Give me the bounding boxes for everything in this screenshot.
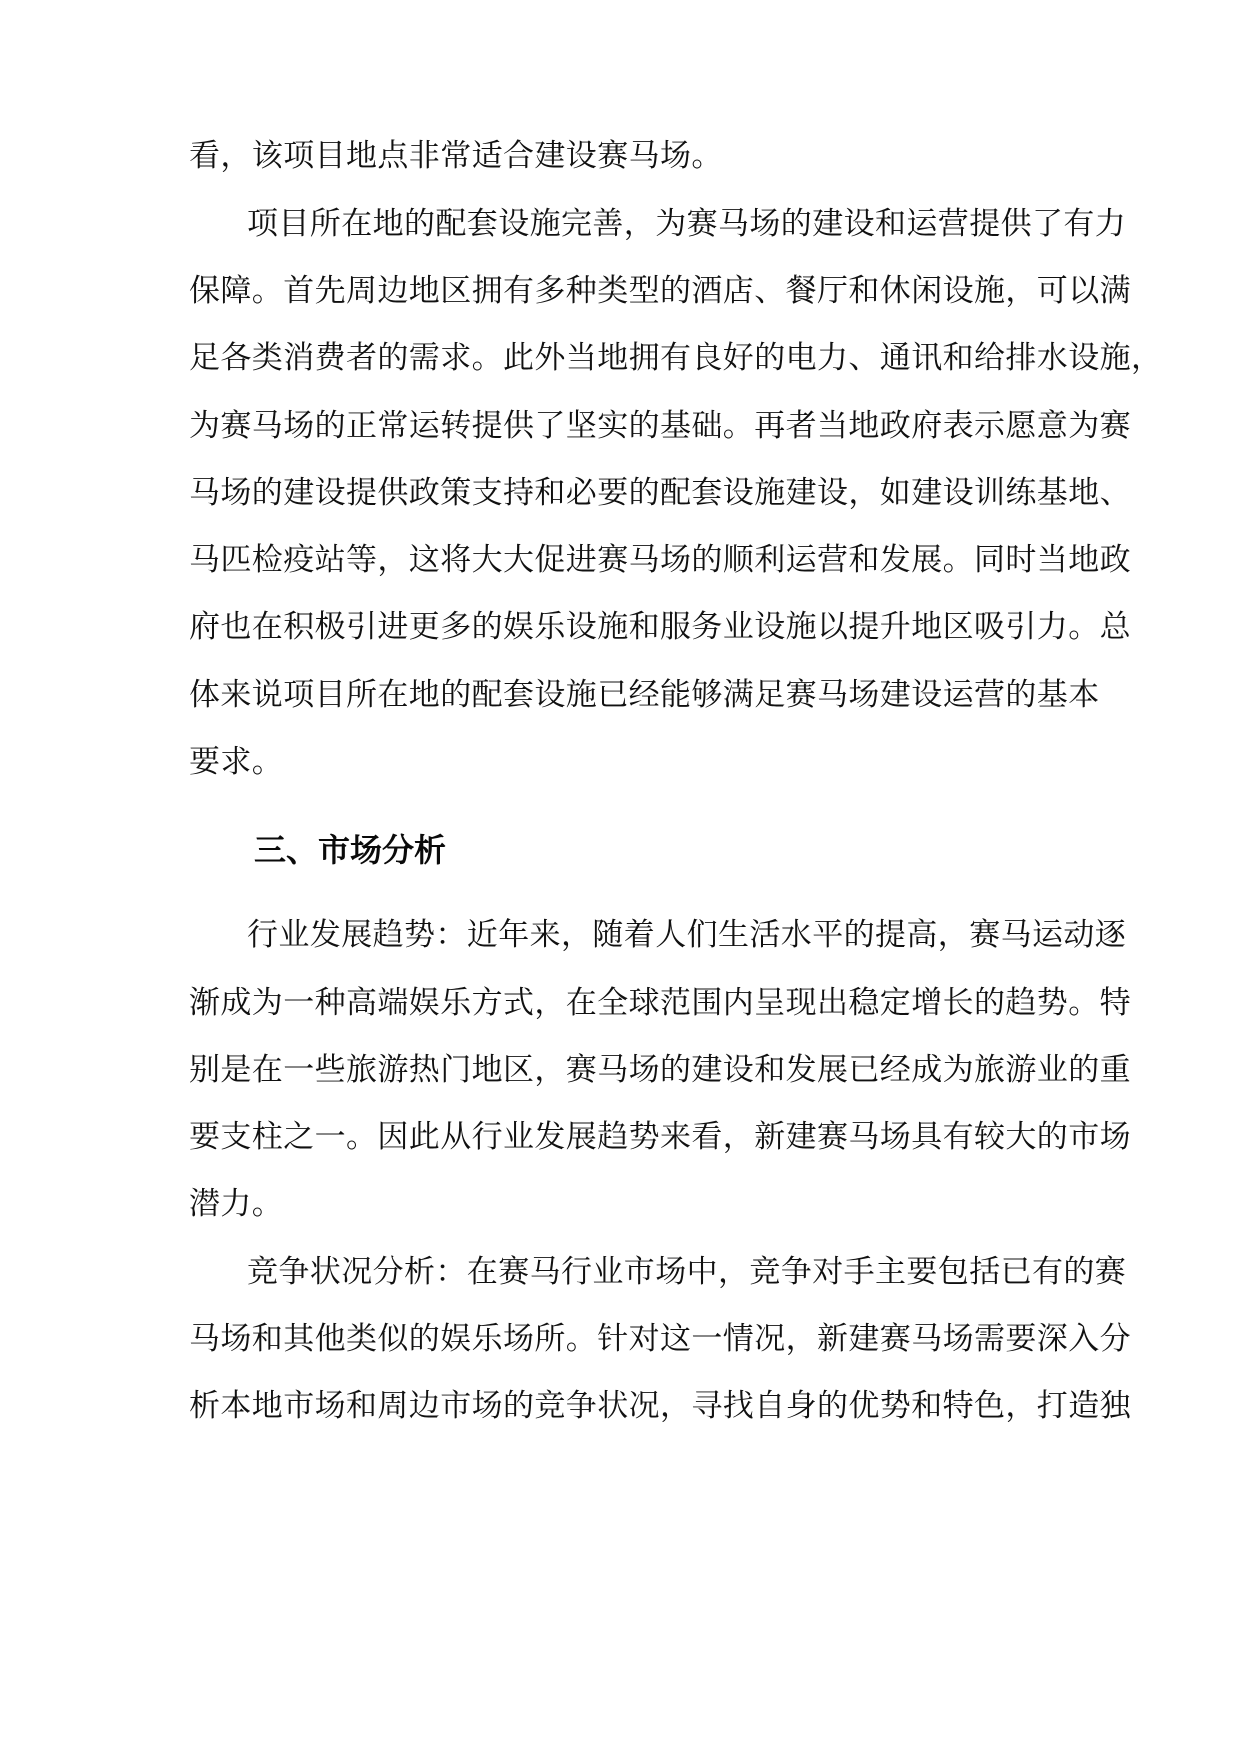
paragraph-line: 马场的建设提供政策支持和必要的配套设施建设，如建设训练基地、	[189, 475, 1131, 511]
paragraph-line: 要求。	[189, 744, 284, 780]
paragraph-line: 行业发展趋势：近年来，随着人们生活水平的提高，赛马运动逐	[247, 917, 1127, 953]
paragraph-line: 析本地市场和周边市场的竞争状况，寻找自身的优势和特色，打造独	[189, 1388, 1131, 1424]
section-heading: 三、市场分析	[254, 831, 447, 869]
paragraph-line: 马场和其他类似的娱乐场所。针对这一情况，新建赛马场需要深入分	[189, 1321, 1131, 1357]
paragraph-line: 体来说项目所在地的配套设施已经能够满足赛马场建设运营的基本	[189, 677, 1100, 713]
paragraph-line: 看，该项目地点非常适合建设赛马场。	[189, 138, 723, 174]
paragraph-line: 马匹检疫站等，这将大大促进赛马场的顺利运营和发展。同时当地政	[189, 542, 1131, 578]
paragraph-line: 潜力。	[189, 1186, 284, 1222]
paragraph-line: 别是在一些旅游热门地区，赛马场的建设和发展已经成为旅游业的重	[189, 1052, 1131, 1088]
paragraph-line: 保障。首先周边地区拥有多种类型的酒店、餐厅和休闲设施，可以满	[189, 273, 1131, 309]
paragraph-line: 为赛马场的正常运转提供了坚实的基础。再者当地政府表示愿意为赛	[189, 408, 1131, 444]
paragraph-line: 要支柱之一。因此从行业发展趋势来看，新建赛马场具有较大的市场	[189, 1119, 1131, 1155]
paragraph-line: 渐成为一种高端娱乐方式，在全球范围内呈现出稳定增长的趋势。特	[189, 985, 1131, 1021]
paragraph-line: 竞争状况分析：在赛马行业市场中，竞争对手主要包括已有的赛	[247, 1254, 1127, 1290]
paragraph-line: 足各类消费者的需求。此外当地拥有良好的电力、通讯和给排水设施，	[189, 340, 1163, 376]
paragraph-line: 项目所在地的配套设施完善，为赛马场的建设和运营提供了有力	[247, 206, 1127, 242]
paragraph-line: 府也在积极引进更多的娱乐设施和服务业设施以提升地区吸引力。总	[189, 609, 1131, 645]
